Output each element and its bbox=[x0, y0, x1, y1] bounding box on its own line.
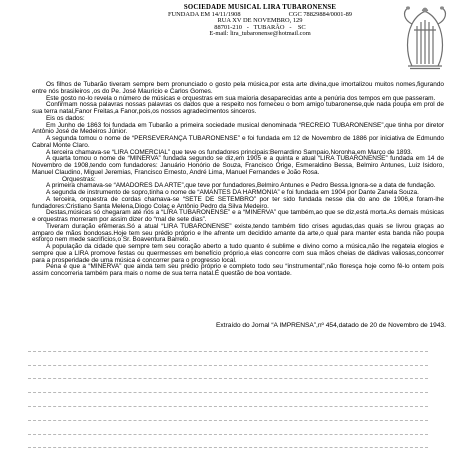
paragraph: Orquestras: bbox=[62, 175, 96, 183]
ruled-line bbox=[28, 379, 428, 393]
ruled-line bbox=[28, 407, 428, 421]
city: TUBARÃO bbox=[253, 23, 285, 31]
cgc-number: CGC 78829884/0001-89 bbox=[288, 10, 352, 18]
blank-ruled-lines bbox=[28, 338, 428, 448]
source-citation: Extraído do Jornal “A IMPRENSA”,nº 454,datado de 20 de Novembro de 1943. bbox=[215, 322, 446, 329]
paragraph: A primeira chamava-se “AMADORES DA ARTE”,que teve por fundadores,Belmiro Antunes e Pedro Bessa.Ignora-se a data de fundação. bbox=[46, 182, 436, 190]
founded-date: FUNDADA EM 14/11/1908 bbox=[168, 10, 241, 18]
organization-name: SOCIEDADE MUSICAL LIRA TUBARONENSE bbox=[183, 4, 337, 11]
article-body bbox=[32, 82, 444, 278]
paragraph: Destas,músicas só chegaram até nós a “LIRA TUBARONENSE” e a “MINERVA” que também,ao que se diz,está morta.As demais músicas e orquestras morreram por assim dizer do “mal de sete dias”. bbox=[32, 209, 444, 223]
email-address: E-mail: lira_tubaronense@hotmail.com bbox=[209, 30, 311, 38]
state: SC bbox=[297, 23, 306, 31]
paragraph: Eis os dados: bbox=[46, 114, 85, 122]
paragraph: A terceira, orquestra de cordas chamava-se “SETE DE SETEMBRO” por ter sido fundada nesse dia do ano de 1906,e foram-lhe fundadores:Cristiano Santa Melena,Diogo Colaç e Antônio Pedro da Silva Medeiro. bbox=[32, 195, 444, 210]
ruled-line bbox=[28, 421, 428, 435]
city-line: 88701-210 - TUBARÃO - SC bbox=[214, 23, 306, 31]
paragraph: Pena é que a “MINERVA” que ainda tem seu prédio próprio e completo todo seu “instrumental”,não floresça hoje como fê-lo ontem pois assim concorreria também para mais o nome de sua terra natal.É questão de boa vontade. bbox=[32, 263, 444, 277]
paragraph: Confirmam nossa palavras nossas palavras os dados que a respeito nos forneceu o bom amigo tubaronense,que nada poupa em prol de sua terra natal,Fanor Freitas,a Fanor,pois,os nossos agradecimentos sinceros. bbox=[32, 101, 444, 115]
ruled-line bbox=[28, 352, 428, 366]
paragraph: A população da cidade que sempre tem seu coração aberto a tudo quanto é sublime e divino como a música,não lhe regateia elogios e sempre que a LIRA promove festas ou quermesses em benefício próprio,a elas concorre com sua mãos cheias de dádivas valiosas,concorrer para a prosperidade de uma música é concorrer para o progresso local. bbox=[32, 243, 444, 264]
ruled-line bbox=[28, 393, 428, 407]
letterhead bbox=[160, 5, 360, 38]
paragraph: Em Junho de 1863 foi fundada em Tubarão a primeira sociedade musical denominada “RECREIO TUBARONENSE”,que tinha por diretor Antônio José de Medeiros Júnior. bbox=[32, 121, 444, 136]
cep: 88701-210 bbox=[214, 23, 242, 31]
lyre-logo-icon bbox=[398, 2, 450, 72]
paragraph: A terceira chamava-se “LIRA COMERCIAL” que teve os fundadores principais:Bernardino Sampaio,Noronha,em Março de 1893. bbox=[46, 148, 413, 156]
paragraph: A segunda tomou o nome de “PERSEVERANÇA TUBARONENSE” e foi fundada em 12 de Novembro de 1886 por iniciativa de Edmundo Cabral Monte Claro. bbox=[32, 135, 444, 149]
ruled-line bbox=[28, 338, 428, 352]
paragraph: A segunda de instrumento de sopro,tinha o nome de “AMANTES DA HARMONIA” e foi fundada em 1904 por Dante Zanela Souza. bbox=[46, 189, 419, 196]
ruled-line bbox=[28, 435, 428, 449]
ruled-line bbox=[28, 366, 428, 380]
paragraph: Os filhos de Tubarão tiveram sempre bem pronunciado o gosto pela música,por esta arte divina,que imortalizou muitos nomes,figurando entre nós brasileiros ,os do Pe. José Maurício e Carlos Gomes. bbox=[32, 81, 444, 95]
paragraph: Este gosto no-lo revela o número de músicas e orquestras em sua maioria desaparecidas ante a penúria dos tempos em que passeram. bbox=[46, 94, 436, 102]
paragraph: A quarta tomou o nome de “MINERVA” fundada segundo se diz,em 1905 e a quinta e atual “LIRA TUBARONENSE” fundada em 14 de Novembro de 1908,tendo com fundadores: Januário Honório de Souza, Francisco Orige, Esmeraldino Bessa, Belmiro Antunes, Luiz Isidoro, Manuel Claudino, Miguel Jeremias, Francisco Ernesto, André Lima, Manuel Fernandes e João Rosa. bbox=[32, 155, 444, 176]
street-address: RUA XV DE NOVEMBRO, 129 bbox=[217, 17, 303, 25]
paragraph: Tiveram duração efêmeras.Só a atual “LIRA TUBARONENSE” existe,tendo também tido crises agudas,das quais se livrou graças ao amparo de mãos bondosas.Hoje tem seu prédio próprio e lhe afrente um decidido amante da arte,o qual para manter esta banda não poupa esforço nem mede sacrifícios,o Sr. Boaventura Barreto. bbox=[32, 222, 444, 244]
